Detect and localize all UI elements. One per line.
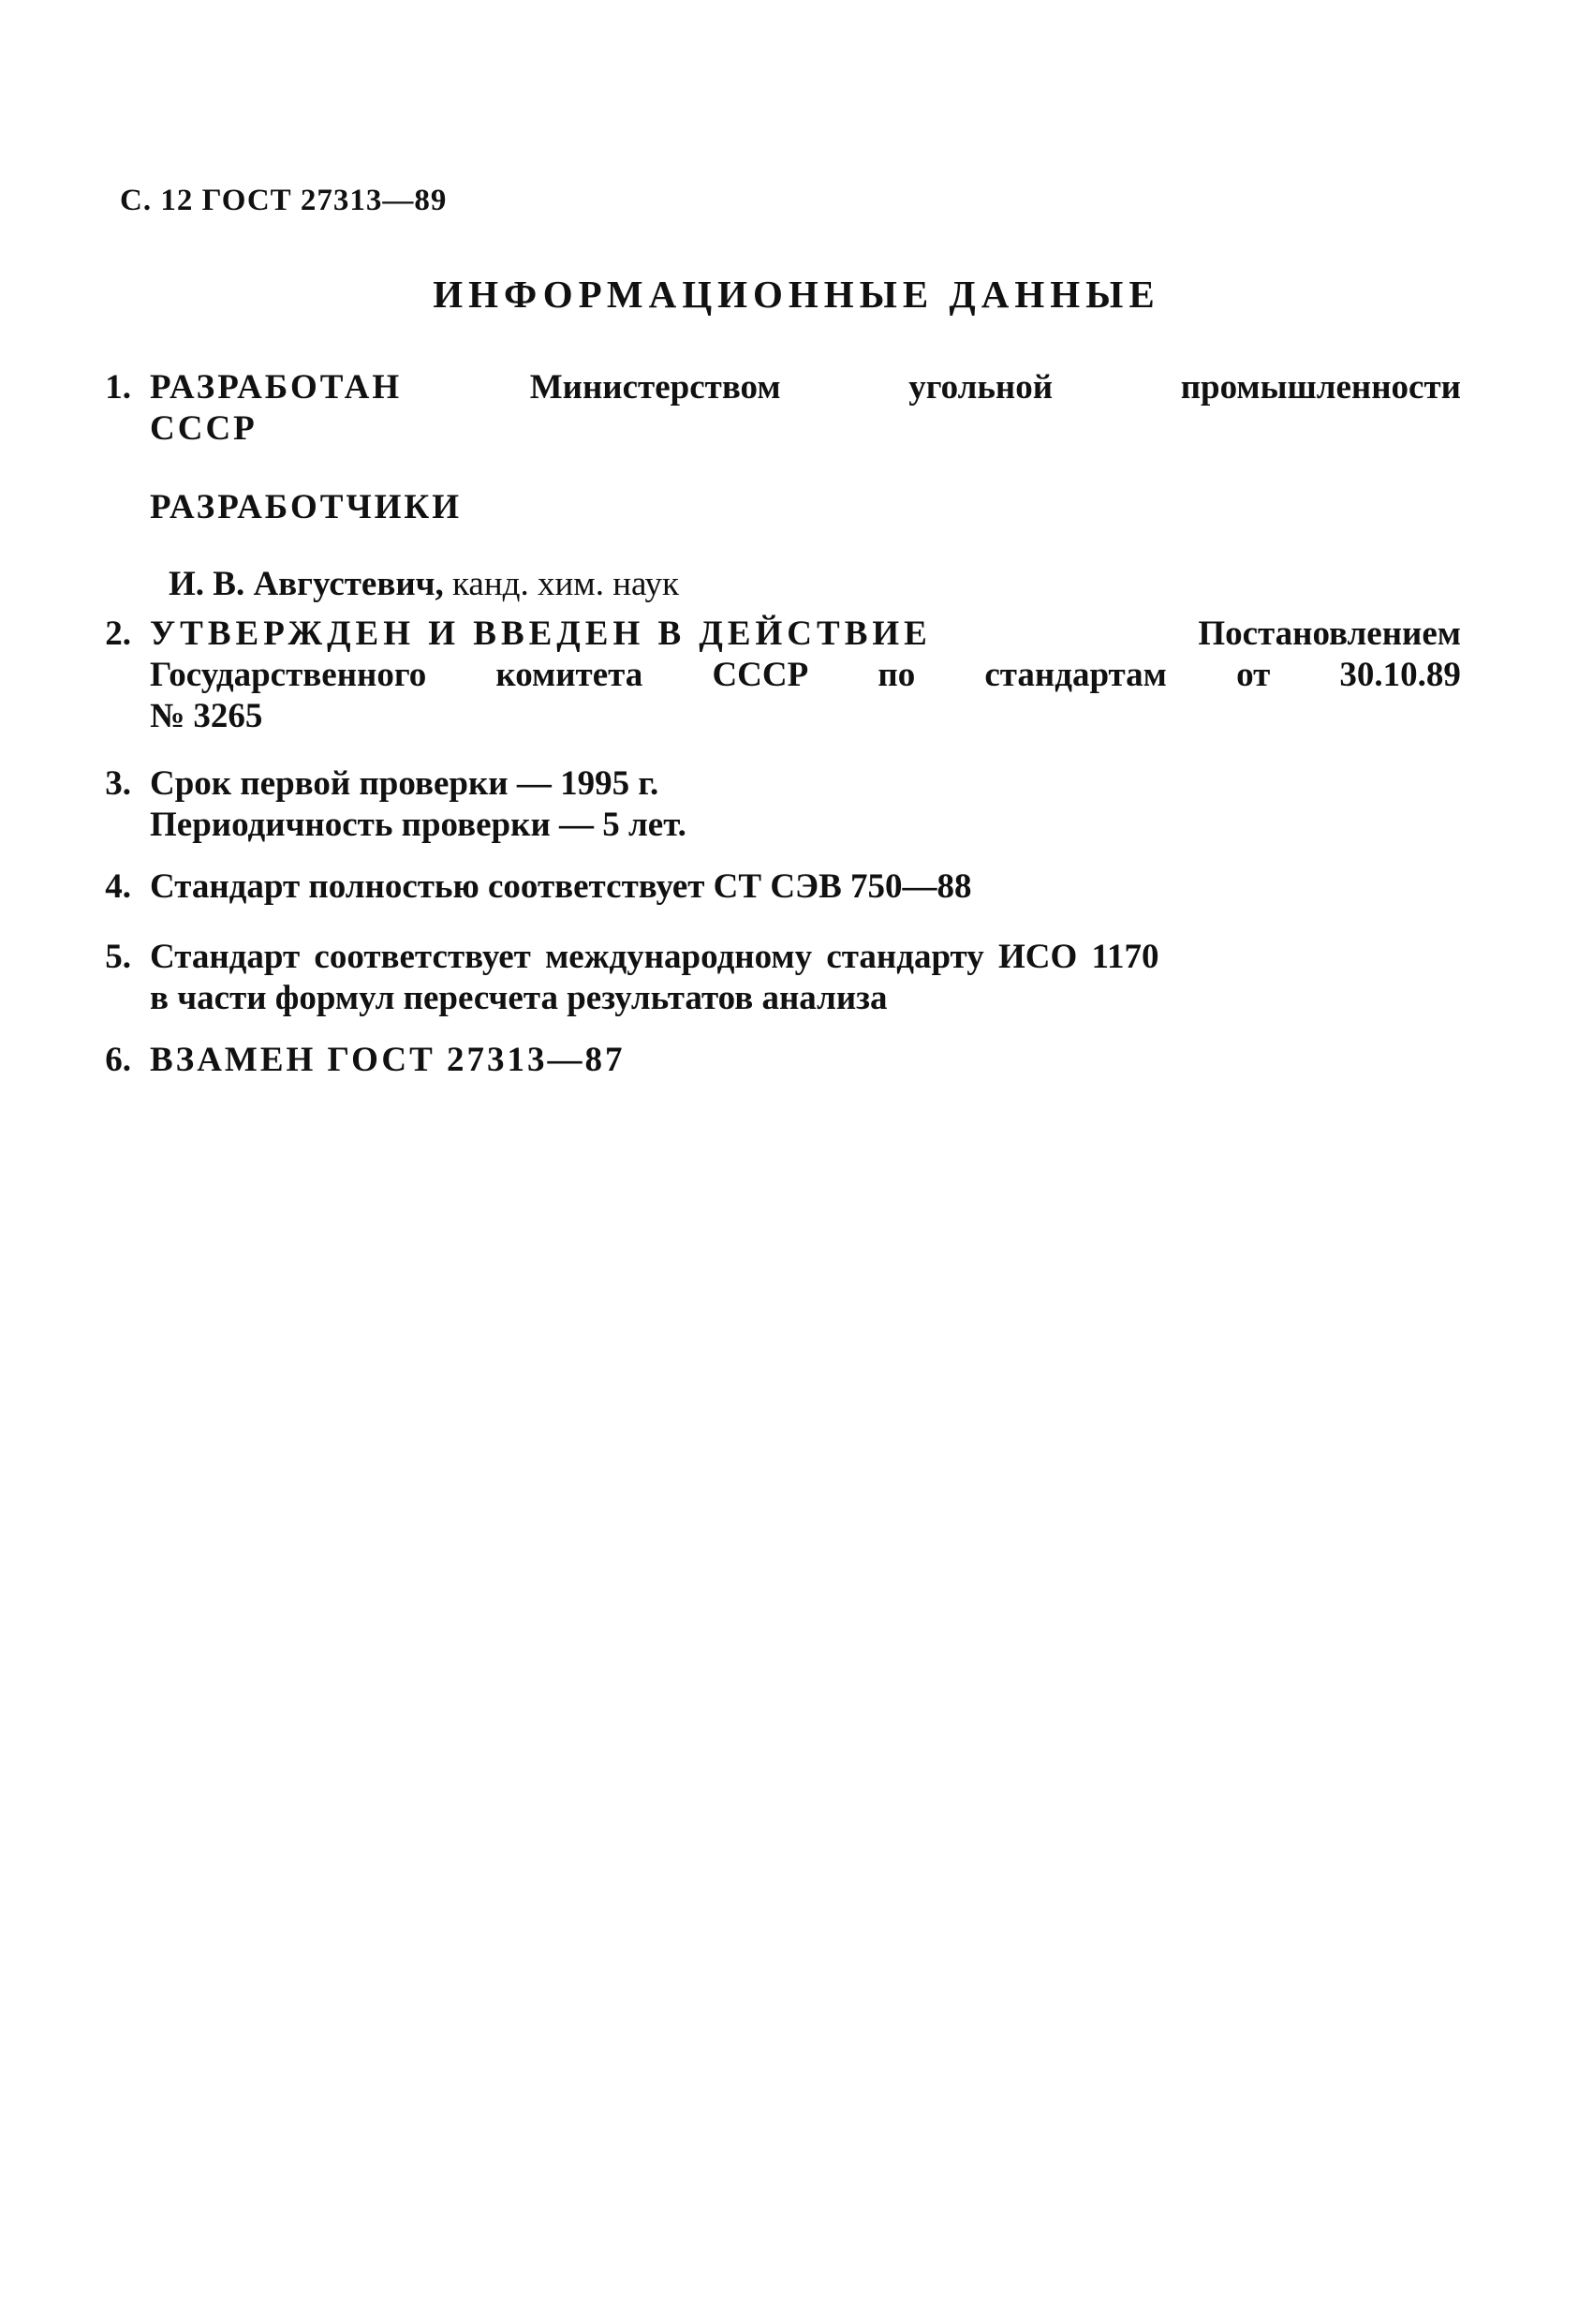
item-2-word: комитета	[495, 656, 643, 694]
item-1-lead: РАЗРАБОТАН	[150, 368, 403, 407]
item-2-tail: Постановлением	[1198, 614, 1461, 653]
item-number: 4.	[105, 867, 131, 906]
developers-heading: РАЗРАБОТЧИКИ	[150, 488, 462, 526]
item-2-line-3: № 3265	[150, 697, 263, 735]
item-3-line-2: Периодичность проверки — 5 лет.	[150, 806, 686, 844]
item-number: 5.	[105, 938, 131, 976]
item-5-line-1: Стандарт соответствует международному стандарту ИСО 1170	[150, 938, 1159, 976]
item-2-line-1	[150, 614, 1461, 655]
item-2-line-2	[150, 655, 1461, 696]
item-2-word: СССР	[712, 656, 809, 694]
item-number: 1.	[105, 368, 131, 407]
item-2-lead: УТВЕРЖДЕН И ВВЕДЕН В ДЕЙСТВИЕ	[150, 614, 932, 653]
item-2-date: 30.10.89	[1339, 656, 1461, 694]
item-5-line-2: в части формул пересчета результатов анализа	[150, 979, 888, 1017]
item-2-word: стандартам	[984, 656, 1167, 694]
item-1-line-2: СССР	[150, 409, 258, 448]
item-1-word: промышленности	[1180, 368, 1461, 407]
item-1-word: Министерством	[529, 368, 781, 407]
item-number: 3.	[105, 764, 131, 803]
item-number: 6.	[105, 1041, 131, 1079]
item-1-word: угольной	[908, 368, 1054, 407]
item-number: 2.	[105, 614, 131, 653]
page-title: ИНФОРМАЦИОННЫЕ ДАННЫЕ	[433, 273, 1160, 316]
item-2-word: Государственного	[150, 656, 427, 694]
page-header: С. 12 ГОСТ 27313—89	[120, 184, 448, 217]
developer-degree: канд. хим. наук	[452, 565, 680, 603]
developer-name: И. В. Августевич,	[169, 565, 444, 603]
item-1-line-1	[150, 367, 1461, 408]
item-6-line-1: ВЗАМЕН ГОСТ 27313—87	[150, 1041, 626, 1079]
item-2-word: по	[878, 656, 916, 694]
item-3-line-1: Срок первой проверки — 1995 г.	[150, 764, 659, 803]
item-4-line-1: Стандарт полностью соответствует СТ СЭВ 750—88	[150, 867, 972, 906]
developer-entry	[150, 564, 1461, 605]
item-2-word: от	[1236, 656, 1271, 694]
